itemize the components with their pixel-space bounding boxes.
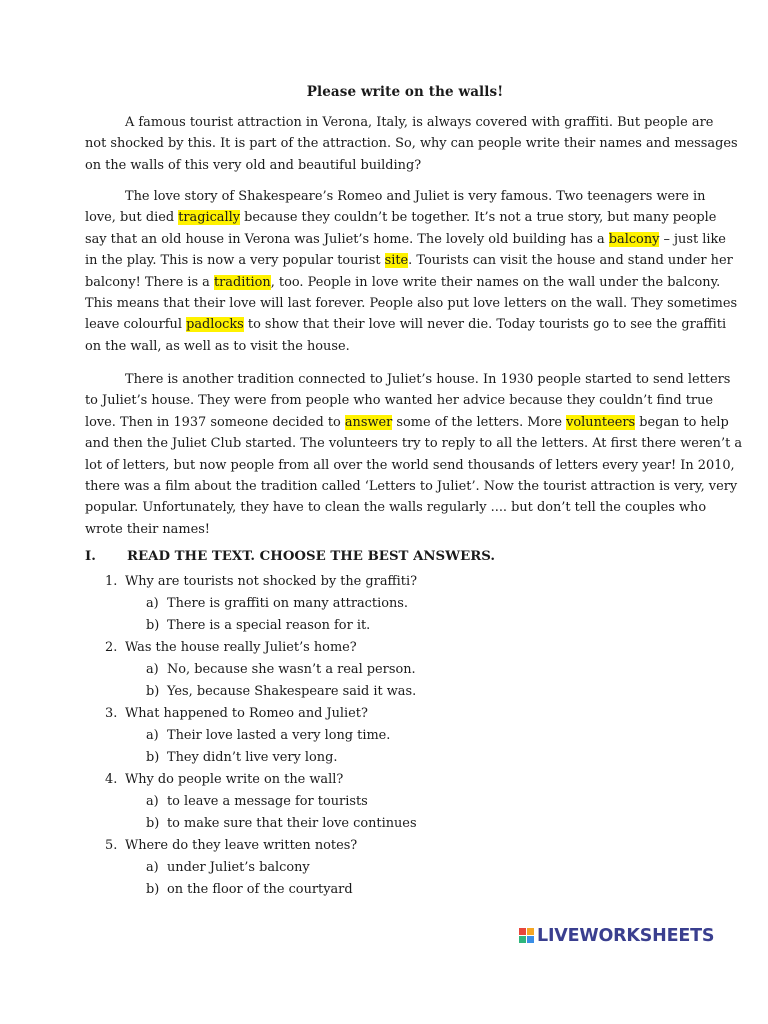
answer-option[interactable] (146, 618, 370, 633)
question-text: Why do people write on the wall? (125, 772, 344, 787)
text-line (85, 369, 731, 390)
logo-mark-cell (519, 936, 526, 943)
question-text: Where do they leave written notes? (125, 838, 358, 853)
text-line (85, 455, 735, 476)
option-text: under Juliet’s balcony (167, 860, 310, 875)
question-item (105, 640, 357, 655)
page-title: Please write on the walls! (306, 84, 504, 100)
text-segment: leave colourful (85, 317, 187, 333)
text-segment: not shocked by this. It is part of the attraction. So, why can people write their names and messages (85, 136, 738, 152)
text-segment: , too. People in love write their names on the wall under the balcony. (270, 274, 721, 290)
text-line (85, 433, 743, 454)
question-number: 4. (105, 772, 118, 787)
text-line (85, 155, 685, 176)
text-line (85, 476, 738, 497)
logo-mark-cell (527, 936, 534, 943)
text-segment: balcony! There is a (85, 274, 214, 290)
option-letter: a) (146, 860, 159, 875)
answer-option[interactable] (146, 728, 390, 743)
highlighted-vocabulary-word: tradition (213, 274, 271, 290)
option-text: on the floor of the courtyard (167, 882, 353, 897)
text-line (85, 112, 714, 133)
paragraph (85, 112, 738, 176)
option-letter: a) (146, 728, 159, 743)
question-text: Why are tourists not shocked by the graffiti? (125, 574, 418, 589)
answer-option[interactable] (146, 750, 337, 765)
text-segment: to show that their love will never die. Today tourists go to see the graffiti (243, 317, 727, 333)
text-line (85, 497, 707, 518)
logo-mark-cell (519, 928, 526, 935)
text-segment: A famous tourist attraction in Verona, Italy, is always covered with graffiti. But people are (125, 115, 714, 130)
question-item (105, 706, 368, 721)
answer-option[interactable] (146, 882, 353, 897)
question-item (105, 574, 417, 589)
question-number: 2. (105, 640, 118, 655)
option-letter: b) (146, 684, 160, 699)
highlighted-vocabulary-word: padlocks (186, 317, 244, 333)
question-item (105, 772, 343, 787)
text-segment: This means that their love will last forever. People also put love letters on the wall. They sometimes (85, 296, 738, 312)
text-segment: there was a film about the tradition called ‘Letters to Juliet’. Now the tourist attraction is very, very (85, 479, 738, 495)
highlighted-vocabulary-word: site (384, 253, 409, 269)
question-number: 5. (105, 838, 118, 853)
option-letter: b) (146, 618, 160, 633)
text-segment: in the play. This is now a very popular tourist (85, 253, 385, 269)
question-number: 3. (105, 706, 118, 721)
option-letter: a) (146, 662, 159, 677)
question-text: What happened to Romeo and Juliet? (125, 706, 368, 721)
text-segment: wrote their names! (85, 521, 210, 537)
question-number: 1. (105, 574, 118, 589)
text-segment: began to help (635, 414, 729, 430)
highlighted-vocabulary-word: answer (344, 414, 393, 430)
text-segment: . Tourists can visit the house and stand under her (408, 253, 733, 269)
text-segment: love, but died (85, 210, 179, 226)
option-letter: a) (146, 794, 159, 809)
liveworksheets-logo-icon (519, 928, 535, 944)
text-segment: love. Then in 1937 someone decided to (85, 414, 345, 430)
answer-option[interactable] (146, 596, 408, 611)
section-number: I. (85, 549, 96, 564)
text-line (85, 207, 717, 228)
answer-option[interactable] (146, 816, 417, 831)
text-segment: lot of letters, but now people from all over the world send thousands of letters every year! In 2010, (85, 457, 735, 473)
text-line (85, 272, 721, 293)
text-line (85, 390, 714, 411)
option-text: to make sure that their love continues (167, 816, 417, 831)
text-segment: because they couldn’t be together. It’s not a true story, but many people (240, 210, 717, 226)
text-segment: on the walls of this very old and beautiful building? (85, 157, 422, 173)
text-segment: and then the Juliet Club started. The volunteers try to reply to all the letters. At first there weren’t a (85, 436, 743, 452)
text-line (85, 336, 685, 357)
text-segment: say that an old house in Verona was Juliet’s home. The lovely old building has a (85, 231, 609, 247)
answer-option[interactable] (146, 684, 416, 699)
text-segment: The love story of Shakespeare’s Romeo and Juliet is very famous. Two teenagers were in (125, 189, 706, 204)
option-text: No, because she wasn’t a real person. (167, 662, 416, 677)
text-segment: to Juliet’s house. They were from people who wanted her advice because they couldn’t find true (85, 393, 714, 409)
text-segment: some of the letters. More (392, 414, 567, 430)
option-text: Yes, because Shakespeare said it was. (167, 684, 417, 699)
option-letter: b) (146, 750, 160, 765)
text-line (85, 412, 729, 433)
option-text: There is a special reason for it. (167, 618, 371, 633)
paragraph (85, 186, 738, 357)
text-line (85, 250, 733, 271)
option-text: They didn’t live very long. (167, 750, 338, 765)
option-text: There is graffiti on many attractions. (167, 596, 408, 611)
section-title: READ THE TEXT. CHOOSE THE BEST ANSWERS. (127, 549, 496, 564)
question-text: Was the house really Juliet’s home? (125, 640, 357, 655)
text-segment: – just like (659, 231, 726, 247)
section-heading (85, 549, 685, 564)
highlighted-vocabulary-word: volunteers (566, 414, 636, 430)
text-segment: There is another tradition connected to Juliet’s house. In 1930 people started to send letters (125, 372, 731, 387)
highlighted-vocabulary-word: balcony (608, 231, 660, 247)
logo-mark-cell (527, 928, 534, 935)
logo-text: LIVEWORKSHEETS (537, 926, 715, 946)
text-segment: on the wall, as well as to visit the house. (85, 338, 350, 354)
text-line (85, 293, 738, 314)
option-letter: b) (146, 816, 160, 831)
answer-option[interactable] (146, 794, 368, 809)
answer-option[interactable] (146, 860, 310, 875)
paragraph (85, 369, 743, 540)
liveworksheets-logo[interactable] (519, 926, 714, 946)
option-text: Their love lasted a very long time. (167, 728, 391, 743)
option-letter: b) (146, 882, 160, 897)
highlighted-vocabulary-word: tragically (178, 210, 241, 226)
option-text: to leave a message for tourists (167, 794, 368, 809)
text-line (85, 229, 726, 250)
text-line (85, 186, 706, 207)
text-line (85, 133, 738, 154)
text-line (85, 519, 685, 540)
question-item (105, 838, 357, 853)
option-letter: a) (146, 596, 159, 611)
text-segment: popular. Unfortunately, they have to clean the walls regularly .... but don’t tell the couples who (85, 500, 707, 516)
answer-option[interactable] (146, 662, 416, 677)
text-line (85, 314, 727, 335)
